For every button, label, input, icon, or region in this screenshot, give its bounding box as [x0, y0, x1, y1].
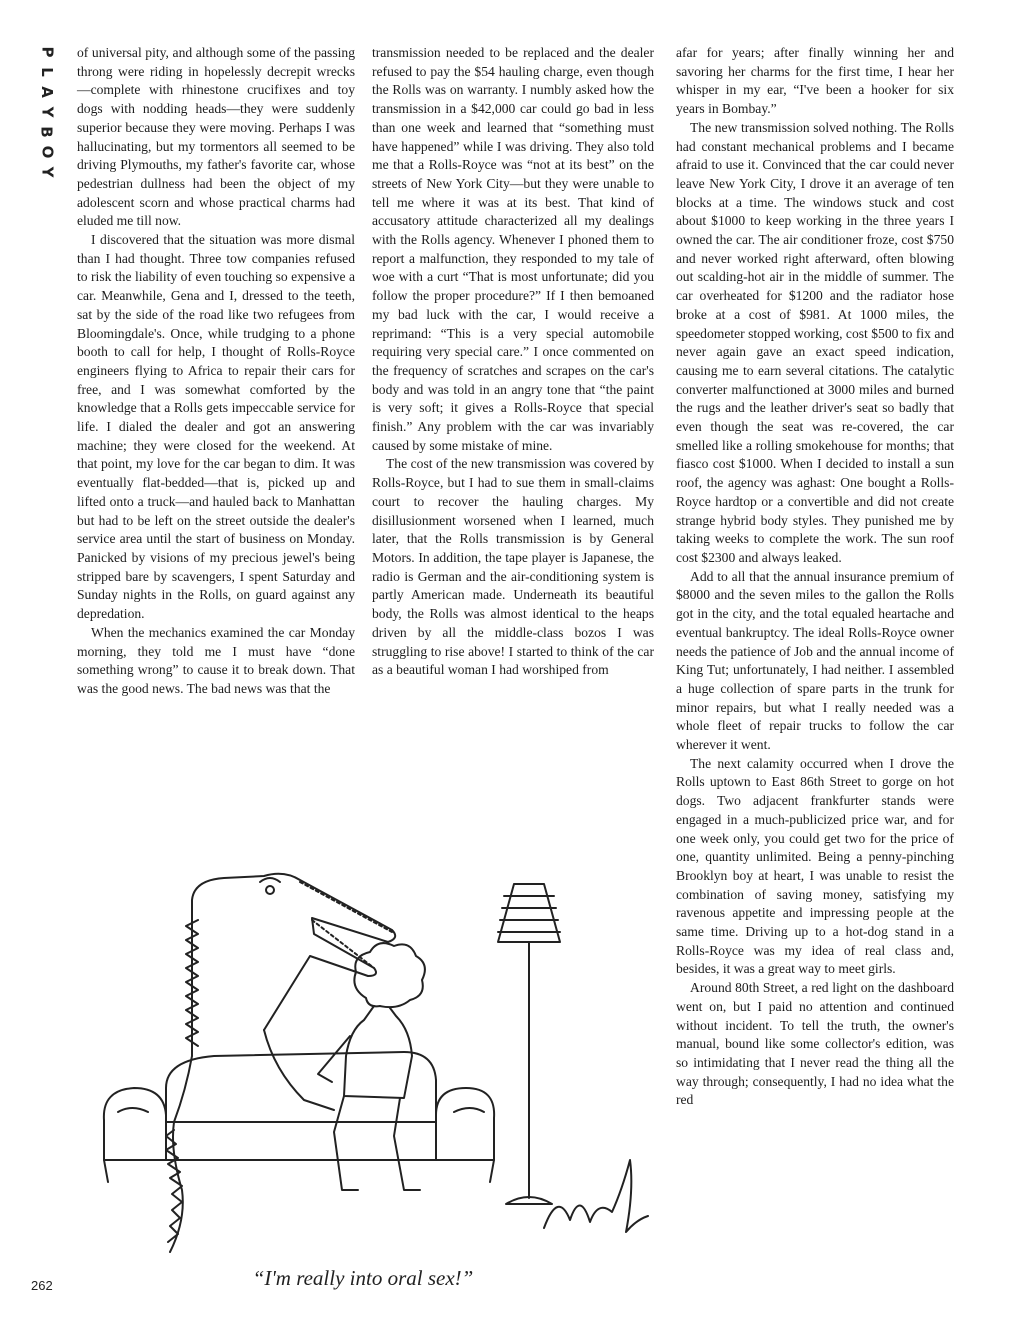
running-head [34, 42, 60, 182]
woman-figure-drawing [318, 943, 425, 1190]
paragraph: of universal pity, and although some of the passing throng were riding in hopelessly decrepit wrecks—complete with rhinestone crucifixes and toy dogs with nodding heads—they were suddenly superior because they were moving. Perhaps I was hallucinating, but my tormentors all seemed to be driving Plymouths, my father's favorite car, whose pedestrian dullness had been the object of my adolescent scorn and whose practical charms had eluded me till now. [77, 45, 355, 229]
paragraph: When the mechanics examined the car Monday morning, they told me I must have “done something wrong” to cause it to break down. That was the good news. The bad news was that the [77, 624, 355, 696]
paragraph: transmission needed to be replaced and the dealer refused to pay the $54 hauling charge, even though the Rolls was on warranty. I numbly asked how the transmission in a $42,000 car could go bad in less than one week and learned that “something must have happened” while I was driving. They also told me that a Rolls-Royce was “not at its best” on the streets of New York City—but they were unable to tell me where it was at its best. That kind of accusatory attitude characterized all my dealings with the Rolls agency. Whenever I phoned them to report a malfunction, they responded to my tale of woe with a curt “That is most unfortunate; did you follow the proper procedure?” If I then bemoaned my bad luck with the car, I would receive a reprimand: “This is a very special automobile requiring very special care.” I once commented on the frequency of scratches and scrapes on the car's body and was told in an angry tone that “the paint is very soft; it gives a Rolls-Royce that special finish.” Any problem with the car was invariably caused by some mistake of mine. [372, 45, 654, 453]
sofa-drawing [104, 1052, 494, 1182]
paragraph: Around 80th Street, a red light on the dashboard went on, but I paid no attention and continued without incident. To tell the truth, the owner's manual, bound like some collector's edition, was so intimidating that I never read the thing all the way through; consequently, I had no idea what the red [676, 980, 954, 1108]
cartoon-caption: “I'm really into oral sex!” [252, 1266, 474, 1290]
text-column-2 [372, 44, 654, 680]
crocodile-drawing [166, 874, 395, 1252]
running-head-letter: P [38, 46, 56, 58]
text-column-1 [77, 44, 355, 699]
running-head-letter: O [37, 145, 56, 159]
running-head-letter: B [38, 126, 56, 138]
paragraph: afar for years; after finally winning her and savoring her charms for the first time, I hear her whisper in my ear, “I've been a hooker for six years in Bombay.” [676, 45, 954, 117]
running-head-letter: Y [38, 106, 56, 118]
floor-lamp-drawing [498, 884, 560, 1204]
paragraph: The next calamity occurred when I drove the Rolls uptown to East 86th Street to gorge on hot dogs. Two adjacent frankfurter stands were engaged in a much-publicized price war, and for one week only, you could get two for the price of one, quantity unlimited. Being a penny-pinching Brooklyn boy at heart, I was unable to resist the combination of saving money, satisfying my ravenous appetite and impressing people at the same time. Driving up to a hot-dog stand in a Rolls-Royce was my idea of real class and, besides, it was a great way to meet girls. [676, 755, 954, 977]
paragraph: The new transmission solved nothing. The Rolls had constant mechanical problems and I became afraid to use it. Convinced that the car could never leave New York City, I drove it an average of ten blocks at a time. The windows stuck and cost about $1000 to keep working in the three years I owned the car. The air conditioner froze, cost $750 and never worked right afterward, often blowing out scalding-hot air in the middle of summer. The car overheated for $1200 and the radiator hose broke at a cost of $981. At 1000 miles, the speedometer stopped working, cost $500 to fix and never again gave an exact speed indication, causing me to earn several citations. The catalytic converter malfunctioned at 3000 miles and burned the rugs and the leather driver's seat so badly that even though the seat was re-covered, the car smelled like a rolling smokehouse for months; that fiasco cost $1000. When I decided to install a sun roof, the agency was aghast: One bought a Rolls-Royce hardtop or a convertible and did not create strange hybrid body styles. They punished me by taking weeks to complete the work. The sun roof cost $2300 and always leaked. [676, 119, 954, 565]
running-head-letter: A [37, 86, 56, 98]
paragraph: The cost of the new transmission was covered by Rolls-Royce, but I had to sue them in small-claims court to recover the hauling charges. My disillusionment worsened when I learned, much later, that the Rolls transmission is by General Motors. In addition, the tape player is Japanese, the radio is German and the air-conditioning system is partly American made. Underneath its beautiful body, the Rolls was almost identical to the heaps driven by all the middle-class bozos I was struggling to rise above! I started to think of the car as a beautiful woman I had worshiped from [372, 456, 654, 678]
paragraph: I discovered that the situation was more dismal than I had thought. Three tow companies refused to risk the liability of even touching so expensive a car. Meanwhile, Gena and I, dressed to the teeth, sat by the side of the road like two refugees from Bloomingdale's. Once, while trudging to a phone booth to call for help, I thought of Rolls-Royce engineers flying to Africa to repair their cars for free, and I was somewhat comforted by the knowledge that a Rolls gets impeccable service for life. I dialed the dealer and got an answering machine; they were closed for the weekend. At that point, my love for the car began to dim. It was eventually flat-bedded—that is, picked up and lifted onto a truck—and hauled back to Manhattan but had to be left on the street outside the dealer's service area until the start of business on Monday. Panicked by visions of my precious jewel's being stripped bare by scavengers, I spent Saturday and Sunday nights in the Rolls, on guard against any depredation. [77, 232, 355, 622]
text-column-3 [676, 44, 954, 1110]
page-number: 262 [31, 1278, 53, 1293]
running-head-letter: Y [38, 166, 56, 178]
artist-signature [544, 1160, 648, 1232]
paragraph: Add to all that the annual insurance premium of $8000 and the seven miles to the gallon the Rolls got in the city, and the total equaled heartache and eventual bankruptcy. The ideal Rolls-Royce owner needs the patience of Job and the annual income of King Tut; unfortunately, I had neither. I assembled a huge collection of spare parts in the trunk for minor repairs, but what I really needed was a whole fleet of repair trucks to follow the car wherever it went. [676, 568, 954, 753]
cartoon-illustration [74, 860, 652, 1258]
running-head-letter: L [38, 67, 56, 77]
